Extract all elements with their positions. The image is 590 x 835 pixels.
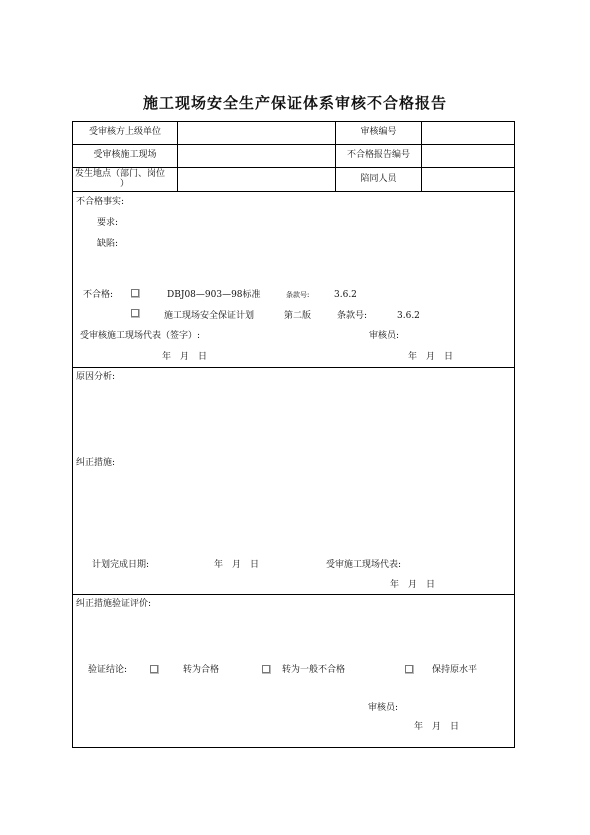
location-label: 发生地点（部门、岗位	[75, 169, 166, 179]
audited-superior-field[interactable]	[178, 122, 335, 144]
plan-date-label: 计划完成日期:	[92, 560, 150, 570]
verification-heading: 纠正措施验证评价:	[76, 599, 152, 609]
site-rep-date: 年 月 日	[390, 580, 436, 590]
facts-auditor-label: 审核员:	[369, 331, 400, 341]
verification-date: 年 月 日	[414, 722, 460, 732]
row-divider	[72, 191, 515, 192]
std2-edition: 第二版	[284, 311, 312, 321]
std1-clause-label: 条款号:	[286, 291, 310, 299]
std1-name: DBJ08—903—98标准	[167, 290, 261, 300]
site-rep-sign-label: 受审核施工现场代表（签字）:	[80, 331, 201, 341]
report-title: 施工现场安全生产保证体系审核不合格报告	[142, 94, 447, 112]
option-pass-label: 转为合格	[183, 665, 220, 675]
facts-heading: 不合格事实:	[76, 197, 125, 207]
plan-date-value: 年 月 日	[214, 560, 260, 570]
option-keep-label: 保持原水平	[432, 665, 478, 675]
report-no-label: 不合格报告编号	[346, 150, 410, 160]
std2-checkbox[interactable]	[131, 309, 139, 317]
std2-clause-label: 条款号:	[337, 311, 368, 321]
facts-date-left: 年 月 日	[162, 352, 208, 362]
audit-no-field[interactable]	[422, 122, 514, 144]
option-pass-checkbox[interactable]	[150, 665, 158, 673]
escort-field[interactable]	[422, 168, 514, 191]
nonconform-label: 不合格:	[83, 290, 114, 300]
section-divider	[72, 594, 515, 595]
location-label-tail: ）	[120, 179, 130, 189]
option-keep-checkbox[interactable]	[405, 665, 413, 673]
cause-analysis-label: 原因分析:	[76, 372, 116, 382]
escort-label: 陪同人员	[360, 174, 397, 184]
location-field[interactable]	[178, 168, 335, 191]
std1-checkbox[interactable]	[131, 289, 139, 297]
report-no-field[interactable]	[422, 145, 514, 167]
section-divider	[72, 367, 515, 368]
audit-no-label: 审核编号	[360, 127, 397, 137]
form-frame	[72, 121, 515, 748]
audited-site-field[interactable]	[178, 145, 335, 167]
defect-label: 缺陷:	[97, 239, 119, 249]
requirement-label: 要求:	[97, 218, 119, 228]
audited-superior-label: 受审核方上级单位	[88, 127, 161, 137]
std2-clause: 3.6.2	[397, 311, 420, 321]
corrective-action-label: 纠正措施:	[76, 458, 116, 468]
option-minor-label: 转为一般不合格	[282, 665, 346, 675]
audited-site-label: 受审核施工现场	[93, 150, 157, 160]
option-minor-checkbox[interactable]	[262, 665, 270, 673]
std1-clause: 3.6.2	[334, 290, 357, 300]
facts-date-right: 年 月 日	[408, 352, 454, 362]
site-rep-label: 受审施工现场代表:	[326, 560, 402, 570]
std2-name: 施工现场安全保证计划	[164, 311, 255, 321]
verification-auditor-label: 审核员:	[368, 703, 399, 713]
verification-conclusion-label: 验证结论:	[88, 665, 128, 675]
